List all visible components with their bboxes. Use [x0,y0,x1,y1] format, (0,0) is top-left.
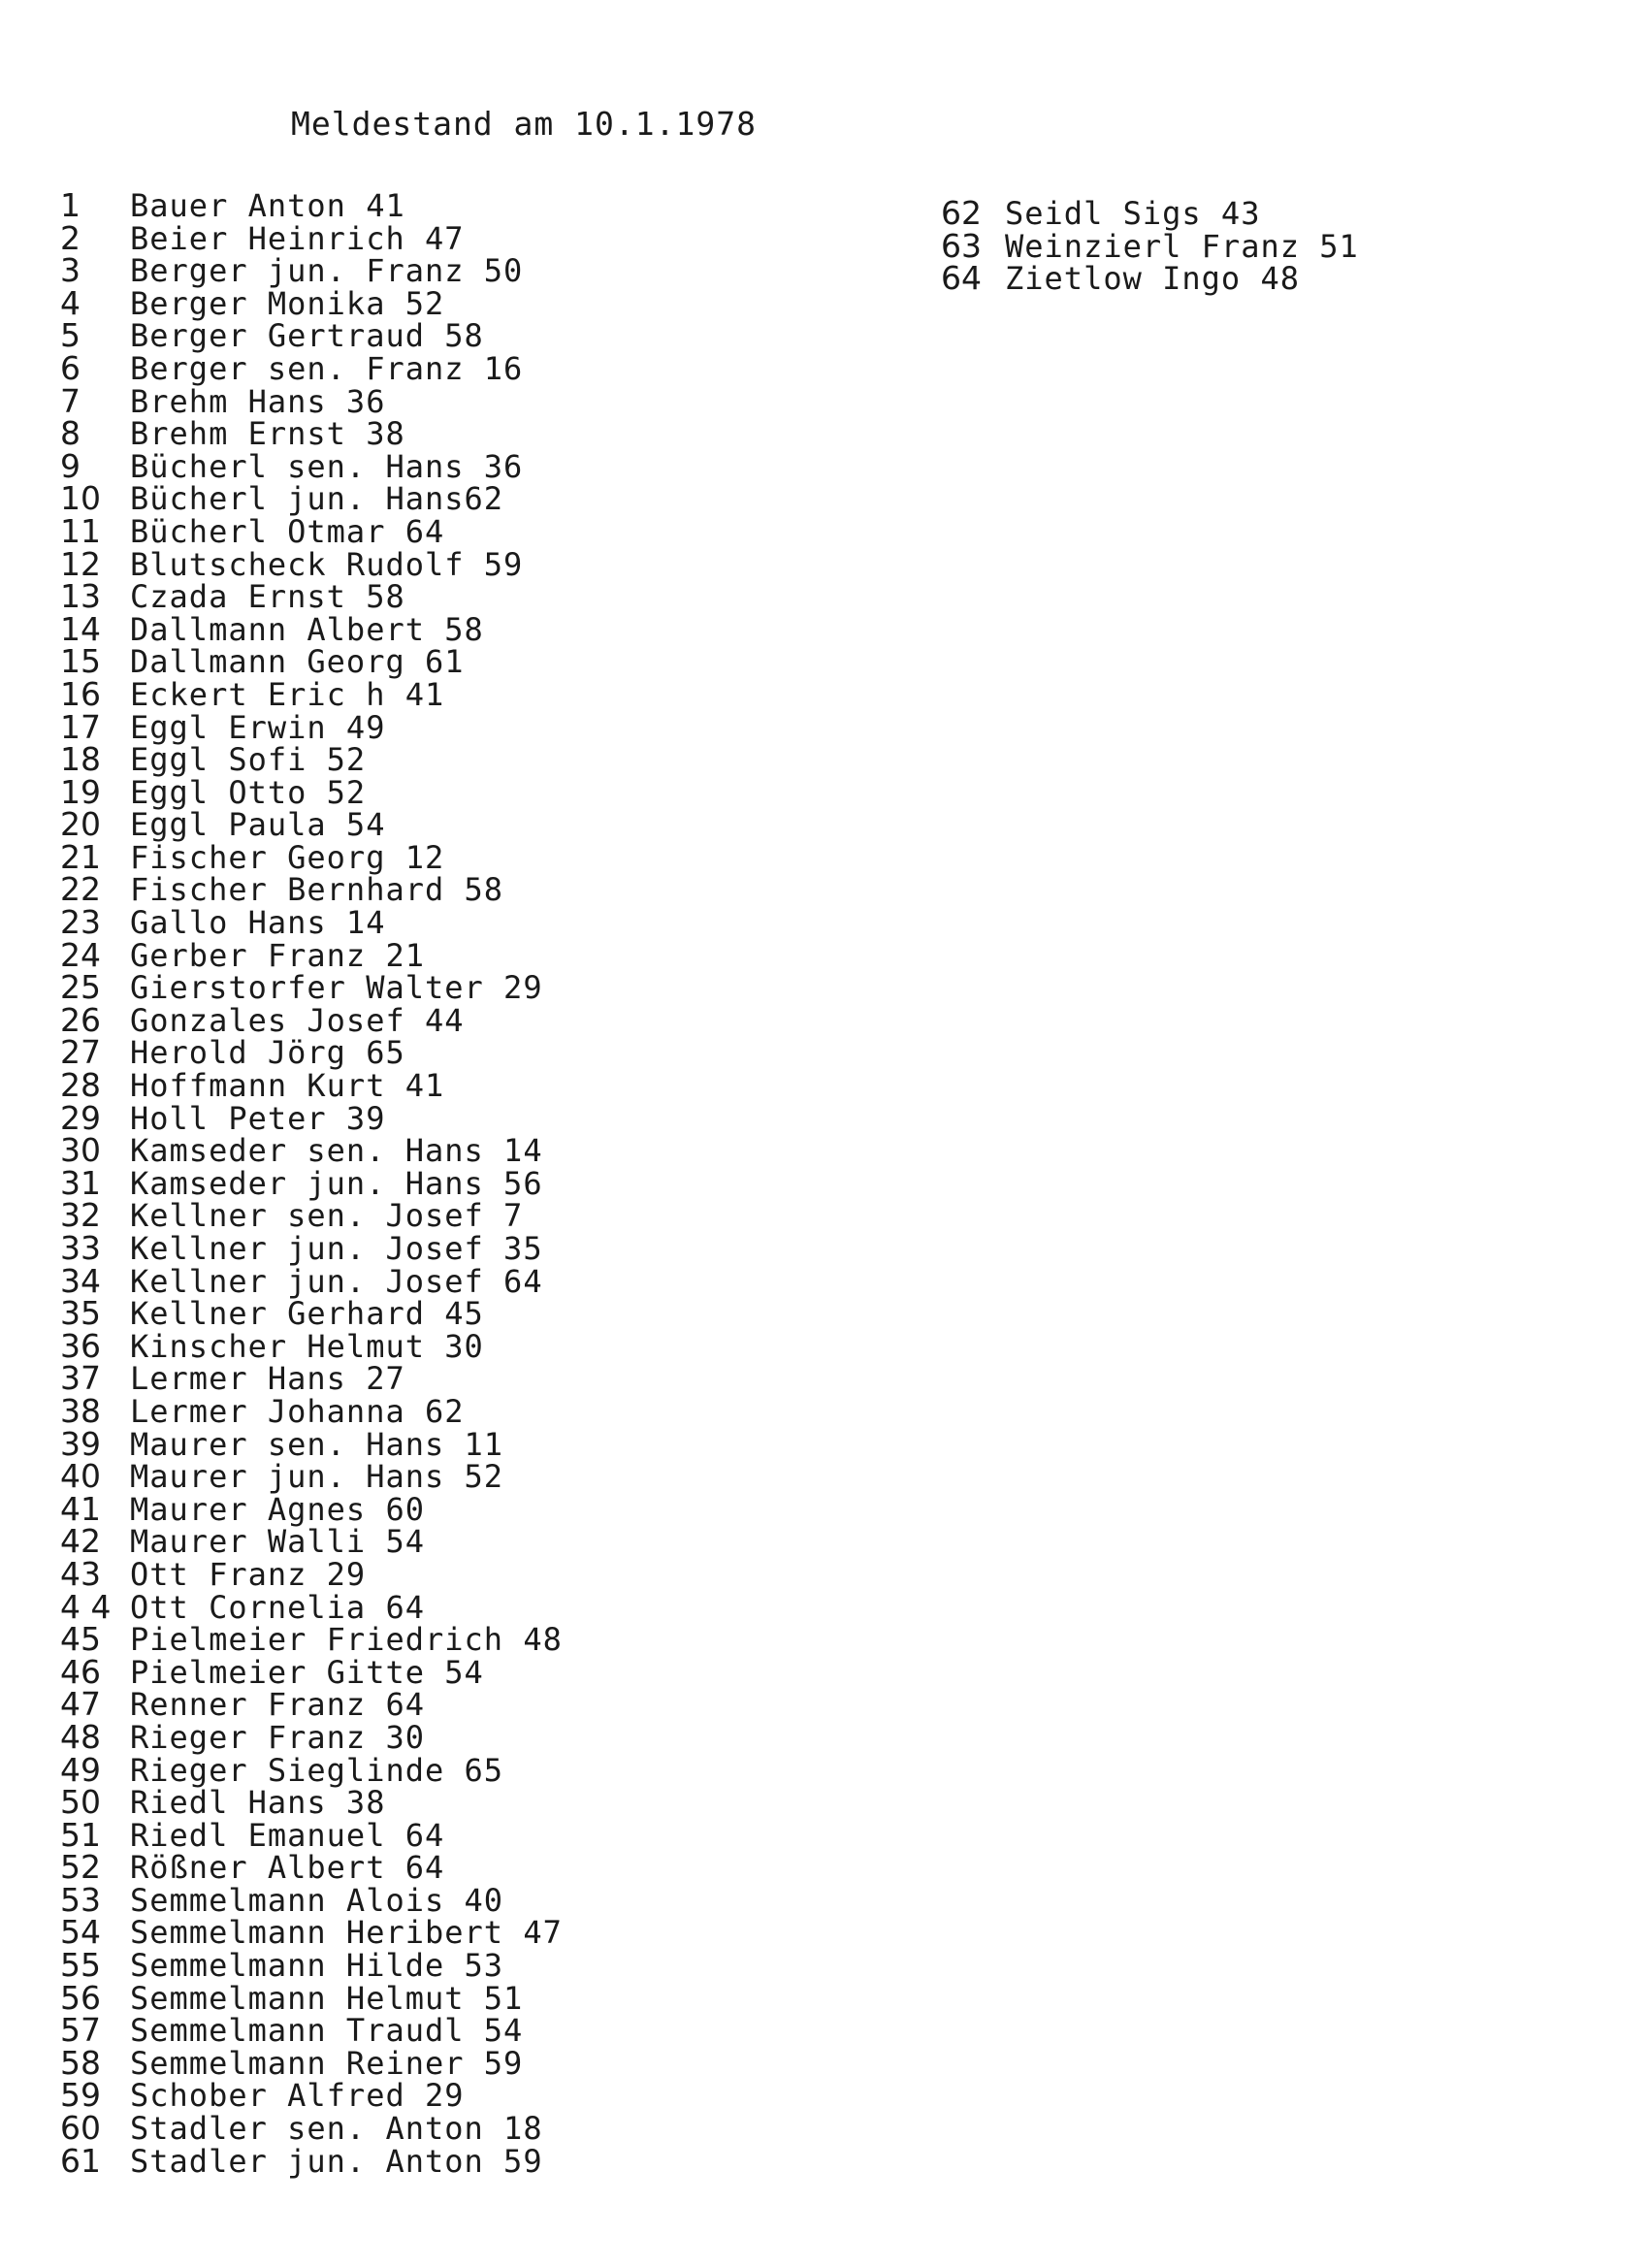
member-list-left [60,186,563,2180]
entry-number: 51 [60,1815,101,1854]
list-item [60,414,563,453]
entry-name: Maurer jun. Hans 52 [130,1458,504,1496]
entry-name: Eggl Otto 52 [130,773,367,811]
list-item [60,1131,563,1170]
list-item [60,2109,563,2148]
entry-name: Maurer Agnes 60 [130,1490,425,1528]
entry-number: 5 [60,316,81,355]
list-item [60,1229,563,1267]
list-item [60,316,563,355]
list-item [60,870,563,909]
entry-name: Seidl Sigs 43 [1005,195,1261,232]
entry-number: 58 [60,2043,101,2082]
entry-number: 4 4 [60,1587,112,1626]
list-item [60,479,563,518]
entry-name: Ott Franz 29 [130,1555,367,1593]
list-item [941,194,1359,232]
entry-number: 46 [60,1652,101,1691]
entry-number: 55 [60,1946,101,1985]
list-item [60,2011,563,2050]
list-item [60,642,563,681]
entry-name: Ott Cornelia 64 [130,1588,425,1626]
entry-number: 39 [60,1424,101,1463]
list-item [60,1685,563,1724]
entry-number: 33 [60,1229,101,1267]
list-item [60,805,563,844]
entry-number: 63 [941,226,982,265]
entry-number: 21 [60,837,101,876]
entry-number: 50 [60,1783,101,1822]
entry-name: Riedl Hans 38 [130,1784,386,1822]
entry-number: 57 [60,2011,101,2050]
entry-number: 18 [60,740,101,779]
list-item [60,1261,563,1300]
entry-number: 54 [60,1913,101,1952]
entry-name: Berger Monika 52 [130,284,445,322]
entry-number: 32 [60,1196,101,1235]
entry-number: 30 [60,1131,101,1170]
list-item [941,259,1359,298]
entry-name: Holl Peter 39 [130,1099,386,1137]
entry-name: Stadler jun. Anton 59 [130,2142,543,2180]
list-item [60,1620,563,1659]
entry-name: Dallmann Georg 61 [130,643,465,681]
entry-name: Eggl Paula 54 [130,806,386,844]
list-item [60,446,563,485]
member-list-right [941,194,1359,298]
entry-name: Renner Franz 64 [130,1686,425,1724]
list-item [60,1913,563,1952]
entry-name: Berger sen. Franz 16 [130,349,524,387]
entry-name: Blutscheck Rudolf 59 [130,545,524,583]
entry-number: 45 [60,1620,101,1659]
list-item [60,1326,563,1365]
entry-number: 26 [60,1000,101,1039]
entry-number: 56 [60,1978,101,2017]
entry-number: 40 [60,1457,101,1496]
entry-number: 14 [60,609,101,648]
entry-number: 35 [60,1294,101,1333]
list-item [60,1978,563,2017]
entry-number: 19 [60,772,101,811]
entry-name: Pielmeier Friedrich 48 [130,1621,563,1659]
entry-name: Semmelmann Helmut 51 [130,1979,524,2017]
entry-number: 22 [60,870,101,909]
entry-name: Beier Heinrich 47 [130,219,465,257]
entry-name: Zietlow Ingo 48 [1005,260,1300,298]
entry-number: 43 [60,1554,101,1593]
entry-number: 15 [60,642,101,681]
entry-number: 41 [60,1489,101,1528]
entry-name: Lermer Johanna 62 [130,1392,465,1430]
entry-name: Gierstorfer Walter 29 [130,969,543,1007]
entry-name: Schober Alfred 29 [130,2077,465,2115]
entry-name: Eggl Sofi 52 [130,741,367,779]
entry-name: Gerber Franz 21 [130,936,425,974]
entry-name: Gallo Hans 14 [130,904,386,942]
entry-number: 1 [60,186,81,224]
list-item [60,1457,563,1496]
list-item [60,740,563,779]
entry-number: 31 [60,1163,101,1202]
entry-name: Kellner jun. Josef 64 [130,1262,543,1300]
list-item [60,186,563,224]
entry-number: 48 [60,1717,101,1756]
list-item [60,1815,563,1854]
list-item [60,1359,563,1398]
entry-number: 59 [60,2076,101,2115]
entry-number: 11 [60,511,101,550]
entry-number: 8 [60,414,81,453]
entry-name: Fischer Georg 12 [130,838,445,876]
list-item [60,1946,563,1985]
entry-name: Berger Gertraud 58 [130,317,484,355]
entry-name: Bücherl jun. Hans62 [130,480,504,518]
entry-name: Semmelmann Hilde 53 [130,1947,504,1985]
entry-number: 47 [60,1685,101,1724]
entry-number: 2 [60,218,81,257]
entry-name: Riedl Emanuel 64 [130,1816,445,1854]
list-item [60,1391,563,1430]
entry-name: Kamseder sen. Hans 14 [130,1132,543,1170]
entry-number: 12 [60,544,101,583]
list-item [60,1750,563,1789]
entry-name: Weinzierl Franz 51 [1005,227,1359,265]
entry-name: Fischer Bernhard 58 [130,871,504,909]
entry-number: 3 [60,251,81,290]
list-item [60,544,563,583]
entry-number: 53 [60,1880,101,1919]
entry-name: Eckert Eric h 41 [130,675,445,713]
entry-number: 20 [60,805,101,844]
list-item [941,226,1359,265]
entry-name: Kellner jun. Josef 35 [130,1230,543,1267]
entry-name: Bauer Anton 41 [130,187,405,224]
entry-number: 34 [60,1261,101,1300]
entry-number: 36 [60,1326,101,1365]
list-item [60,968,563,1007]
list-item [60,2043,563,2082]
entry-name: Brehm Ernst 38 [130,415,405,453]
list-item [60,1424,563,1463]
entry-number: 7 [60,381,81,420]
entry-name: Gonzales Josef 44 [130,1001,465,1039]
entry-number: 52 [60,1848,101,1887]
entry-number: 6 [60,348,81,387]
entry-name: Lermer Hans 27 [130,1360,405,1398]
entry-number: 64 [941,259,982,298]
entry-number: 38 [60,1391,101,1430]
entry-name: Kellner sen. Josef 7 [130,1197,524,1235]
list-item [60,837,563,876]
entry-number: 24 [60,935,101,974]
entry-number: 13 [60,577,101,616]
list-item [60,218,563,257]
entry-name: Hoffmann Kurt 41 [130,1067,445,1105]
entry-number: 29 [60,1098,101,1137]
entry-number: 4 [60,283,81,322]
list-item [60,1033,563,1072]
entry-name: Bücherl Otmar 64 [130,512,445,550]
list-item [60,1522,563,1561]
entry-name: Stadler sen. Anton 18 [130,2110,543,2148]
entry-name: Semmelmann Traudl 54 [130,2012,524,2050]
entry-number: 16 [60,674,101,713]
entry-name: Bücherl sen. Hans 36 [130,447,524,485]
entry-number: 49 [60,1750,101,1789]
entry-name: Rieger Franz 30 [130,1718,425,1756]
entry-number: 25 [60,968,101,1007]
list-item [60,1587,563,1626]
entry-number: 28 [60,1066,101,1105]
entry-number: 37 [60,1359,101,1398]
entry-number: 9 [60,446,81,485]
page-title: Meldestand am 10.1.1978 [291,105,757,143]
list-item [60,935,563,974]
entry-name: Kellner Gerhard 45 [130,1295,484,1333]
entry-name: Kinscher Helmut 30 [130,1327,484,1365]
list-item [60,1098,563,1137]
list-item [60,251,563,290]
list-item [60,1848,563,1887]
list-item [60,348,563,387]
entry-name: Dallmann Albert 58 [130,610,484,648]
entry-name: Herold Jörg 65 [130,1034,405,1072]
entry-number: 60 [60,2109,101,2148]
entry-number: 27 [60,1033,101,1072]
entry-number: 42 [60,1522,101,1561]
entry-name: Berger jun. Franz 50 [130,252,524,290]
list-item [60,772,563,811]
list-item [60,2141,563,2180]
entry-name: Rößner Albert 64 [130,1849,445,1887]
list-item [60,609,563,648]
entry-name: Rieger Sieglinde 65 [130,1751,504,1789]
list-item [60,1196,563,1235]
entry-name: Brehm Hans 36 [130,382,386,420]
entry-number: 17 [60,707,101,746]
entry-number: 10 [60,479,101,518]
entry-number: 62 [941,194,982,232]
entry-number: 23 [60,903,101,942]
entry-name: Pielmeier Gitte 54 [130,1653,484,1691]
entry-name: Kamseder jun. Hans 56 [130,1164,543,1202]
entry-name: Maurer Walli 54 [130,1523,425,1561]
entry-name: Semmelmann Reiner 59 [130,2044,524,2082]
list-item [60,1163,563,1202]
list-item [60,674,563,713]
entry-name: Semmelmann Heribert 47 [130,1914,563,1952]
list-item [60,1066,563,1105]
entry-name: Maurer sen. Hans 11 [130,1425,504,1463]
list-item [60,707,563,746]
list-item [60,1880,563,1919]
entry-name: Eggl Erwin 49 [130,708,386,746]
list-item [60,1717,563,1756]
entry-number: 61 [60,2141,101,2180]
entry-name: Czada Ernst 58 [130,578,405,616]
entry-name: Semmelmann Alois 40 [130,1881,504,1919]
list-item [60,1554,563,1593]
